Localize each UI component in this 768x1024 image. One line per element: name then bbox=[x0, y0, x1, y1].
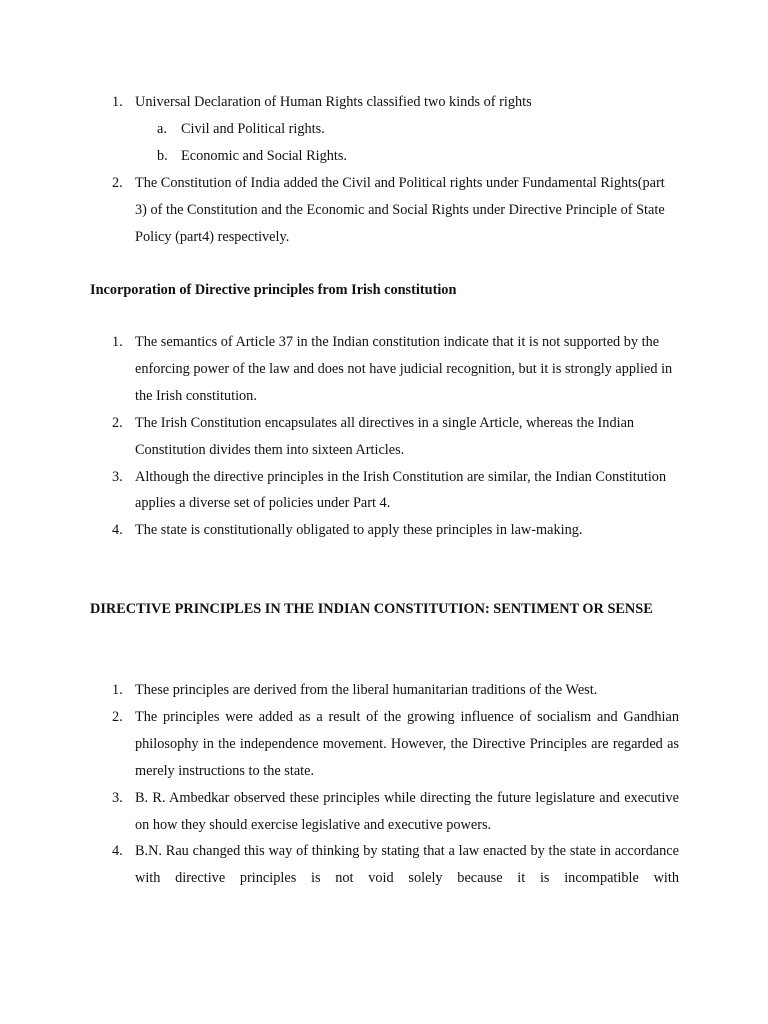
list-marker: a. bbox=[157, 120, 167, 137]
list-item-text: B.N. Rau changed this way of thinking by stating that a law enacted by the state in accordance with directive principles is not void solely because it is incompatible with bbox=[135, 843, 679, 887]
list-item bbox=[0, 410, 768, 464]
list-item bbox=[0, 704, 768, 785]
list-item bbox=[0, 464, 768, 518]
irish-comparison-list bbox=[0, 329, 768, 544]
section-heading-irish: Incorporation of Directive principles from Irish constitution bbox=[90, 282, 457, 298]
section-heading-sentiment-or-sense: DIRECTIVE PRINCIPLES IN THE INDIAN CONSTITUTION: SENTIMENT OR SENSE bbox=[90, 601, 653, 617]
list-marker: b. bbox=[157, 147, 168, 164]
list-item bbox=[0, 517, 768, 544]
list-item-text: The Constitution of India added the Civil and Political rights under Fundamental Rights(part 3) of the Constitution and the Economic and Social Rights under Directive Principle of State Policy (part4) respectively. bbox=[135, 174, 665, 245]
list-item bbox=[0, 143, 768, 170]
list-item-text: Although the directive principles in the Irish Constitution are similar, the Indian Constitution applies a diverse set of policies under Part 4. bbox=[135, 468, 667, 512]
list-item bbox=[0, 116, 768, 143]
list-marker: 2. bbox=[112, 414, 123, 431]
list-marker: 1. bbox=[112, 334, 123, 350]
indian-directive-list bbox=[0, 677, 768, 892]
list-item bbox=[0, 785, 768, 839]
list-item-text: B. R. Ambedkar observed these principles while directing the future legislature and executive on how they should exercise legislative and executive powers. bbox=[135, 789, 679, 833]
list-item-text: The state is constitutionally obligated to apply these principles in law-making. bbox=[135, 522, 583, 539]
list-item bbox=[0, 89, 768, 116]
list-marker: 4. bbox=[112, 522, 123, 539]
list-item bbox=[0, 170, 768, 251]
list-item bbox=[0, 838, 768, 892]
list-item-text: These principles are derived from the liberal humanitarian traditions of the West. bbox=[135, 682, 598, 698]
list-marker: 1. bbox=[112, 682, 123, 698]
list-marker: 4. bbox=[112, 843, 123, 860]
list-marker: 2. bbox=[112, 174, 123, 191]
list-item-text: The semantics of Article 37 in the Indian constitution indicate that it is not supported by the enforcing power of the law and does not have judicial recognition, but it is strongly applied in the Irish constitution. bbox=[135, 334, 673, 404]
rights-list bbox=[0, 89, 768, 250]
list-item bbox=[0, 329, 768, 410]
list-marker: 1. bbox=[112, 94, 123, 110]
list-item-text: Universal Declaration of Human Rights classified two kinds of rights bbox=[135, 94, 532, 110]
list-item-text: Economic and Social Rights. bbox=[181, 147, 347, 164]
list-marker: 2. bbox=[112, 708, 123, 725]
list-item-text: The principles were added as a result of the growing influence of socialism and Gandhian philosophy in the independence movement. However, the Directive Principles are regarded as merely instructions to the state. bbox=[135, 708, 679, 779]
list-marker: 3. bbox=[112, 468, 123, 485]
list-item-text: Civil and Political rights. bbox=[181, 120, 325, 137]
list-item-text: The Irish Constitution encapsulates all directives in a single Article, whereas the Indian Constitution divides them into sixteen Articles. bbox=[135, 414, 635, 458]
list-marker: 3. bbox=[112, 789, 123, 806]
list-item bbox=[0, 677, 768, 704]
